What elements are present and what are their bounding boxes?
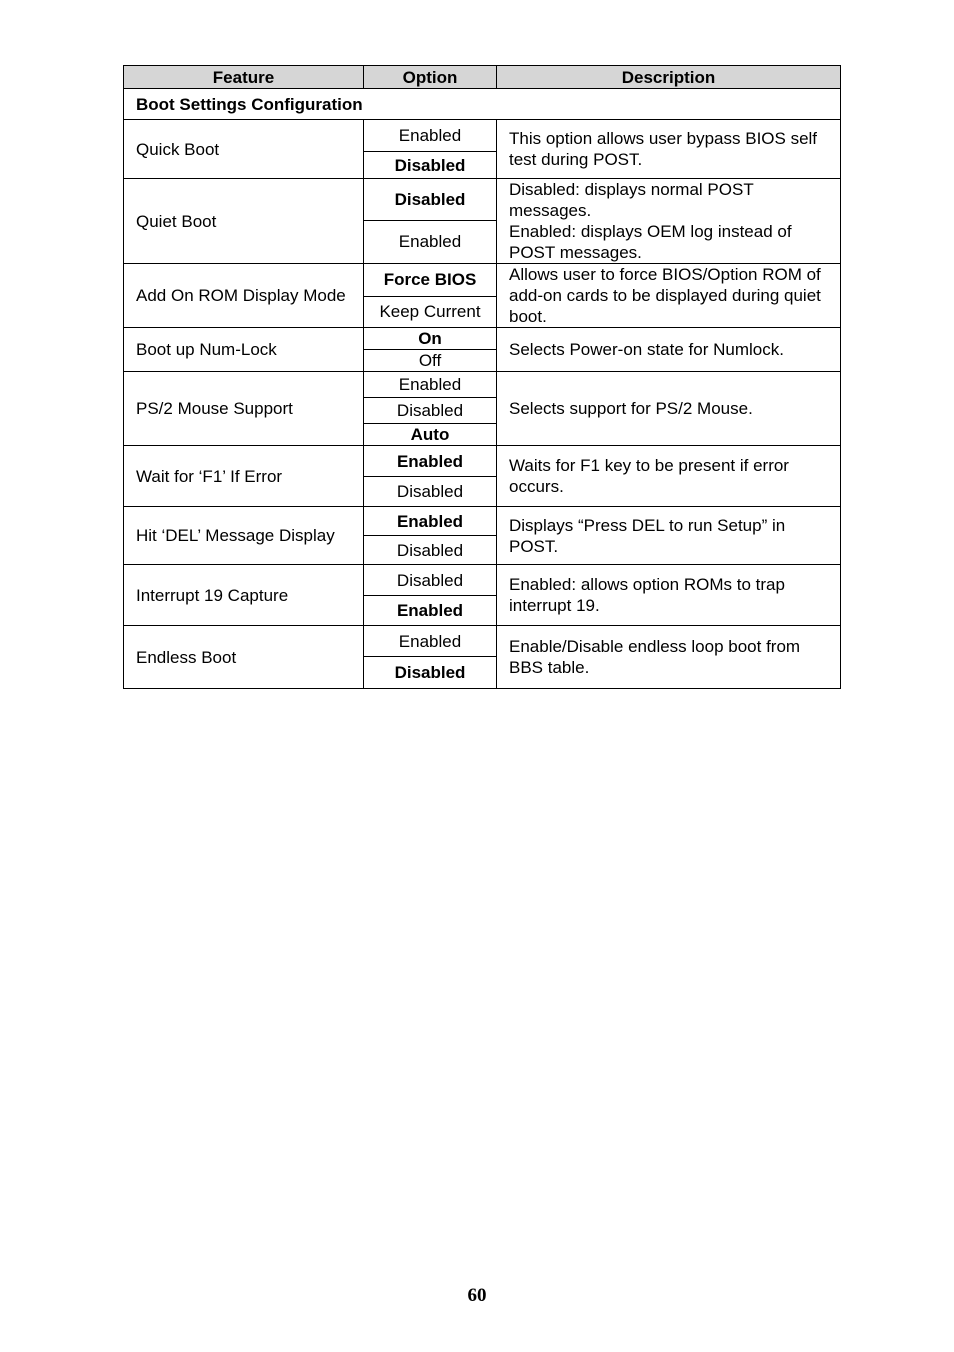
option-value: Enabled (364, 372, 497, 398)
table-row (124, 120, 841, 152)
description-line: Displays “Press DEL to run Setup” in POST. (509, 515, 786, 556)
table-row (124, 328, 841, 350)
description-line: Waits for F1 key to be present if error occurs. (509, 456, 789, 496)
description-line: This option allows user bypass BIOS self test during POST. (509, 129, 818, 169)
feature-name: Endless Boot (124, 626, 364, 689)
feature-name: Boot up Num-Lock (124, 328, 364, 372)
feature-description (497, 120, 841, 179)
option-value: Off (364, 350, 497, 372)
description-line: Disabled: displays normal POST messages. (509, 180, 754, 220)
description-line: Enable/Disable endless loop boot from BBS table. (509, 637, 801, 677)
feature-description (497, 565, 841, 626)
table-row (124, 372, 841, 398)
feature-description (497, 507, 841, 565)
option-default: Force BIOS (364, 264, 497, 297)
option-value: Enabled (364, 120, 497, 152)
option-default: Disabled (364, 179, 497, 221)
option-value: Disabled (364, 536, 497, 565)
boot-settings-table (123, 65, 841, 689)
feature-name: Quick Boot (124, 120, 364, 179)
feature-description (497, 626, 841, 689)
feature-name: Hit ‘DEL’ Message Display (124, 507, 364, 565)
option-default: Auto (364, 424, 497, 446)
feature-description (497, 179, 841, 264)
feature-name: Interrupt 19 Capture (124, 565, 364, 626)
feature-description (497, 264, 841, 328)
option-value: Disabled (364, 477, 497, 507)
description-line: Selects Power-on state for Numlock. (509, 340, 784, 359)
description-line: Enabled: displays OEM log instead of POST messages. (509, 222, 792, 262)
header-feature: Feature (124, 66, 364, 89)
description-line: Allows user to force BIOS/Option ROM of add-on cards to be displayed during quiet boot. (509, 265, 821, 326)
description-line: Enabled: allows option ROMs to trap interrupt 19. (509, 575, 785, 615)
feature-name: Add On ROM Display Mode (124, 264, 364, 328)
feature-name: PS/2 Mouse Support (124, 372, 364, 446)
option-value: Keep Current (364, 296, 497, 328)
header-row (124, 66, 841, 89)
option-default: Disabled (364, 152, 497, 179)
feature-description (497, 446, 841, 507)
table-row (124, 264, 841, 297)
option-default: Enabled (364, 507, 497, 536)
option-value: Disabled (364, 565, 497, 596)
option-default: Disabled (364, 657, 497, 689)
option-default: Enabled (364, 446, 497, 477)
option-value: Disabled (364, 398, 497, 424)
section-row (124, 89, 841, 120)
table-row (124, 446, 841, 477)
option-default: On (364, 328, 497, 350)
table-row (124, 626, 841, 657)
header-description: Description (497, 66, 841, 89)
option-default: Enabled (364, 596, 497, 626)
option-value: Enabled (364, 220, 497, 263)
section-title: Boot Settings Configuration (124, 89, 841, 120)
feature-description (497, 328, 841, 372)
table-row (124, 565, 841, 596)
feature-description (497, 372, 841, 446)
table-row (124, 179, 841, 221)
feature-name: Quiet Boot (124, 179, 364, 264)
option-value: Enabled (364, 626, 497, 657)
feature-name: Wait for ‘F1’ If Error (124, 446, 364, 507)
page-number: 60 (467, 1285, 487, 1306)
header-option: Option (364, 66, 497, 89)
description-line: Selects support for PS/2 Mouse. (509, 399, 753, 418)
table-row (124, 507, 841, 536)
